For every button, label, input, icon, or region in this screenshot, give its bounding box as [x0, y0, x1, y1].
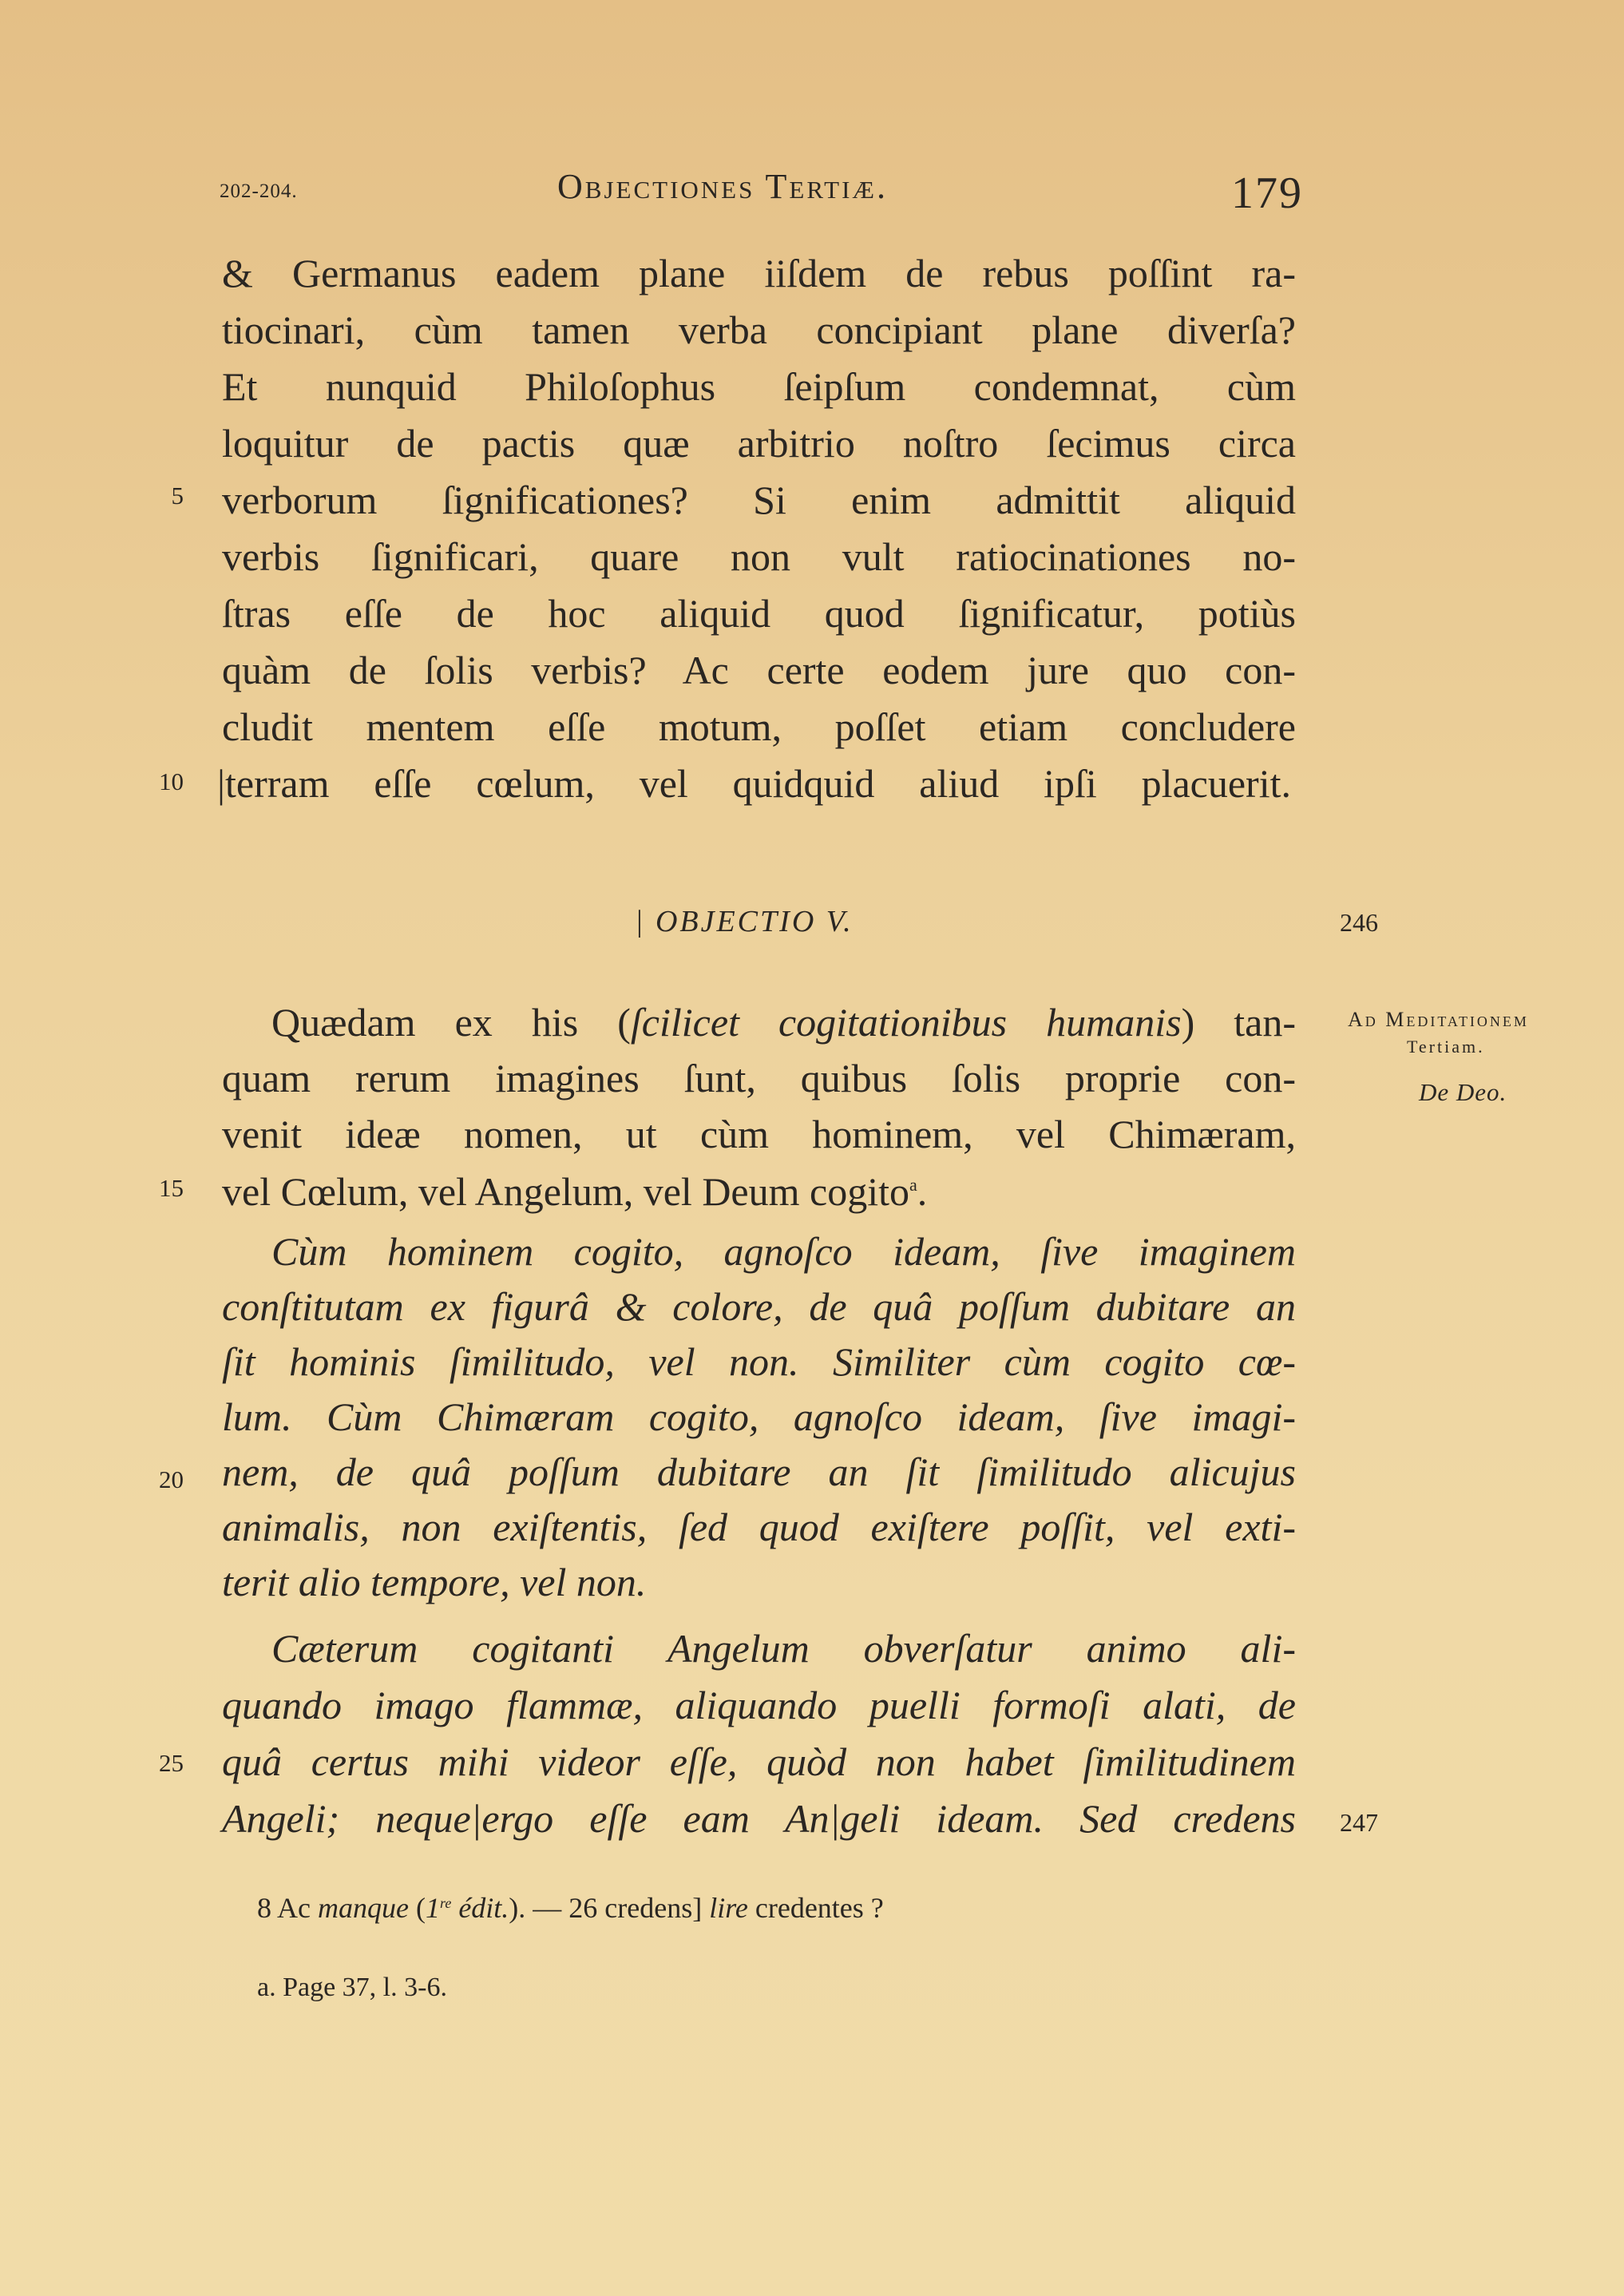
text-line: |terram eſſe cœlum, vel quidquid aliud ipſi placuerit.	[217, 761, 1291, 806]
text-span: ) tan-	[1181, 1000, 1297, 1045]
text-line: nem, de quâ poſſum dubitare an ſit ſimilitudo alicujus	[222, 1449, 1296, 1494]
note-text: re	[439, 1895, 452, 1911]
line-number: 25	[159, 1749, 184, 1777]
text-line: quando imago flammæ, aliquando puelli formoſi alati, de	[222, 1683, 1296, 1727]
text-line: verbis ſignificari, quare non vult ratiocinationes no-	[222, 534, 1296, 579]
text-line: cludit mentem eſſe motum, poſſet etiam concludere	[222, 704, 1296, 749]
note-text: manque	[318, 1892, 409, 1924]
note-text: (	[408, 1892, 426, 1924]
text-span: vel Cœlum, vel Angelum, vel Deum cogito	[222, 1169, 909, 1214]
text-line	[222, 1168, 1296, 1215]
italic-span: ſcilicet cogitationibus humanis	[630, 1000, 1182, 1045]
line-number: 10	[159, 767, 184, 795]
text-line: & Germanus eadem plane iiſdem de rebus poſſint ra-	[222, 251, 1296, 295]
text-line: quàm de ſolis verbis? Ac certe eodem jure quo con-	[222, 648, 1296, 692]
text-line: tiocinari, cùm tamen verba concipiant plane diverſa?	[222, 307, 1296, 352]
line-number: 15	[159, 1174, 184, 1202]
running-title: Objectiones Tertiæ.	[557, 167, 888, 206]
footnote-marker: a	[909, 1175, 917, 1195]
margin-page-ref: 247	[1340, 1808, 1378, 1837]
side-note-line: Tertiam.	[1407, 1037, 1485, 1057]
text-line: conſtitutam ex figurâ & colore, de quâ poſſum dubitare an	[222, 1284, 1296, 1329]
text-line: verborum ſignificationes? Si enim admittit aliquid	[222, 478, 1296, 522]
line-number: 5	[171, 482, 184, 510]
text-line: Angeli; neque|ergo eſſe eam An|geli ideam. Sed credens	[222, 1796, 1296, 1841]
text-line: animalis, non exiſtentis, ſed quod exiſtere poſſit, vel exti-	[222, 1505, 1296, 1549]
text-line: quâ certus mihi videor eſſe, quòd non habet ſimilitudinem	[222, 1739, 1296, 1784]
note-text: credentes ?	[747, 1892, 884, 1924]
text-line: Cæterum cogitanti Angelum obverſatur animo ali-	[271, 1626, 1296, 1671]
text-line: venit ideæ nomen, ut cùm hominem, vel Chimæram,	[222, 1112, 1296, 1156]
text-line: Et nunquid Philoſophus ſeipſum condemnat, cùm	[222, 364, 1296, 409]
text-line: ſit hominis ſimilitudo, vel non. Similiter cùm cogito cœ-	[222, 1339, 1296, 1384]
text-line: quam rerum imagines ſunt, quibus ſolis proprie con-	[222, 1056, 1296, 1100]
text-line: ſtras eſſe de hoc aliquid quod ſignificatur, potiùs	[222, 591, 1296, 636]
note-text: édit.	[451, 1892, 509, 1924]
note-text: 8 Ac	[257, 1892, 318, 1924]
side-note-line: De Deo.	[1419, 1078, 1507, 1106]
page-range: 202-204.	[220, 180, 298, 202]
textual-note	[257, 1891, 884, 1925]
text-line: loquitur de pactis quæ arbitrio noſtro ſecimus circa	[222, 421, 1296, 466]
text-line: terit alio tempore, vel non.	[222, 1560, 647, 1604]
text-line: lum. Cùm Chimæram cogito, agnoſco ideam, ſive imagi-	[222, 1394, 1296, 1439]
note-text: lire	[709, 1892, 748, 1924]
section-heading: | OBJECTIO V.	[635, 905, 854, 938]
text-line	[271, 998, 1296, 1046]
text-span: Quædam ex his (	[271, 1000, 631, 1045]
line-number: 20	[159, 1465, 184, 1493]
text-span: .	[917, 1169, 928, 1214]
text-line: Cùm hominem cogito, agnoſco ideam, ſive imaginem	[271, 1229, 1296, 1274]
footnote: a. Page 37, l. 3-6.	[257, 1973, 447, 2002]
note-text: ). — 26 credens]	[509, 1892, 710, 1924]
note-text: 1	[425, 1892, 440, 1924]
page-number: 179	[1231, 169, 1303, 218]
side-note-line: Ad Meditationem	[1348, 1008, 1529, 1031]
margin-page-ref: 246	[1340, 908, 1378, 937]
